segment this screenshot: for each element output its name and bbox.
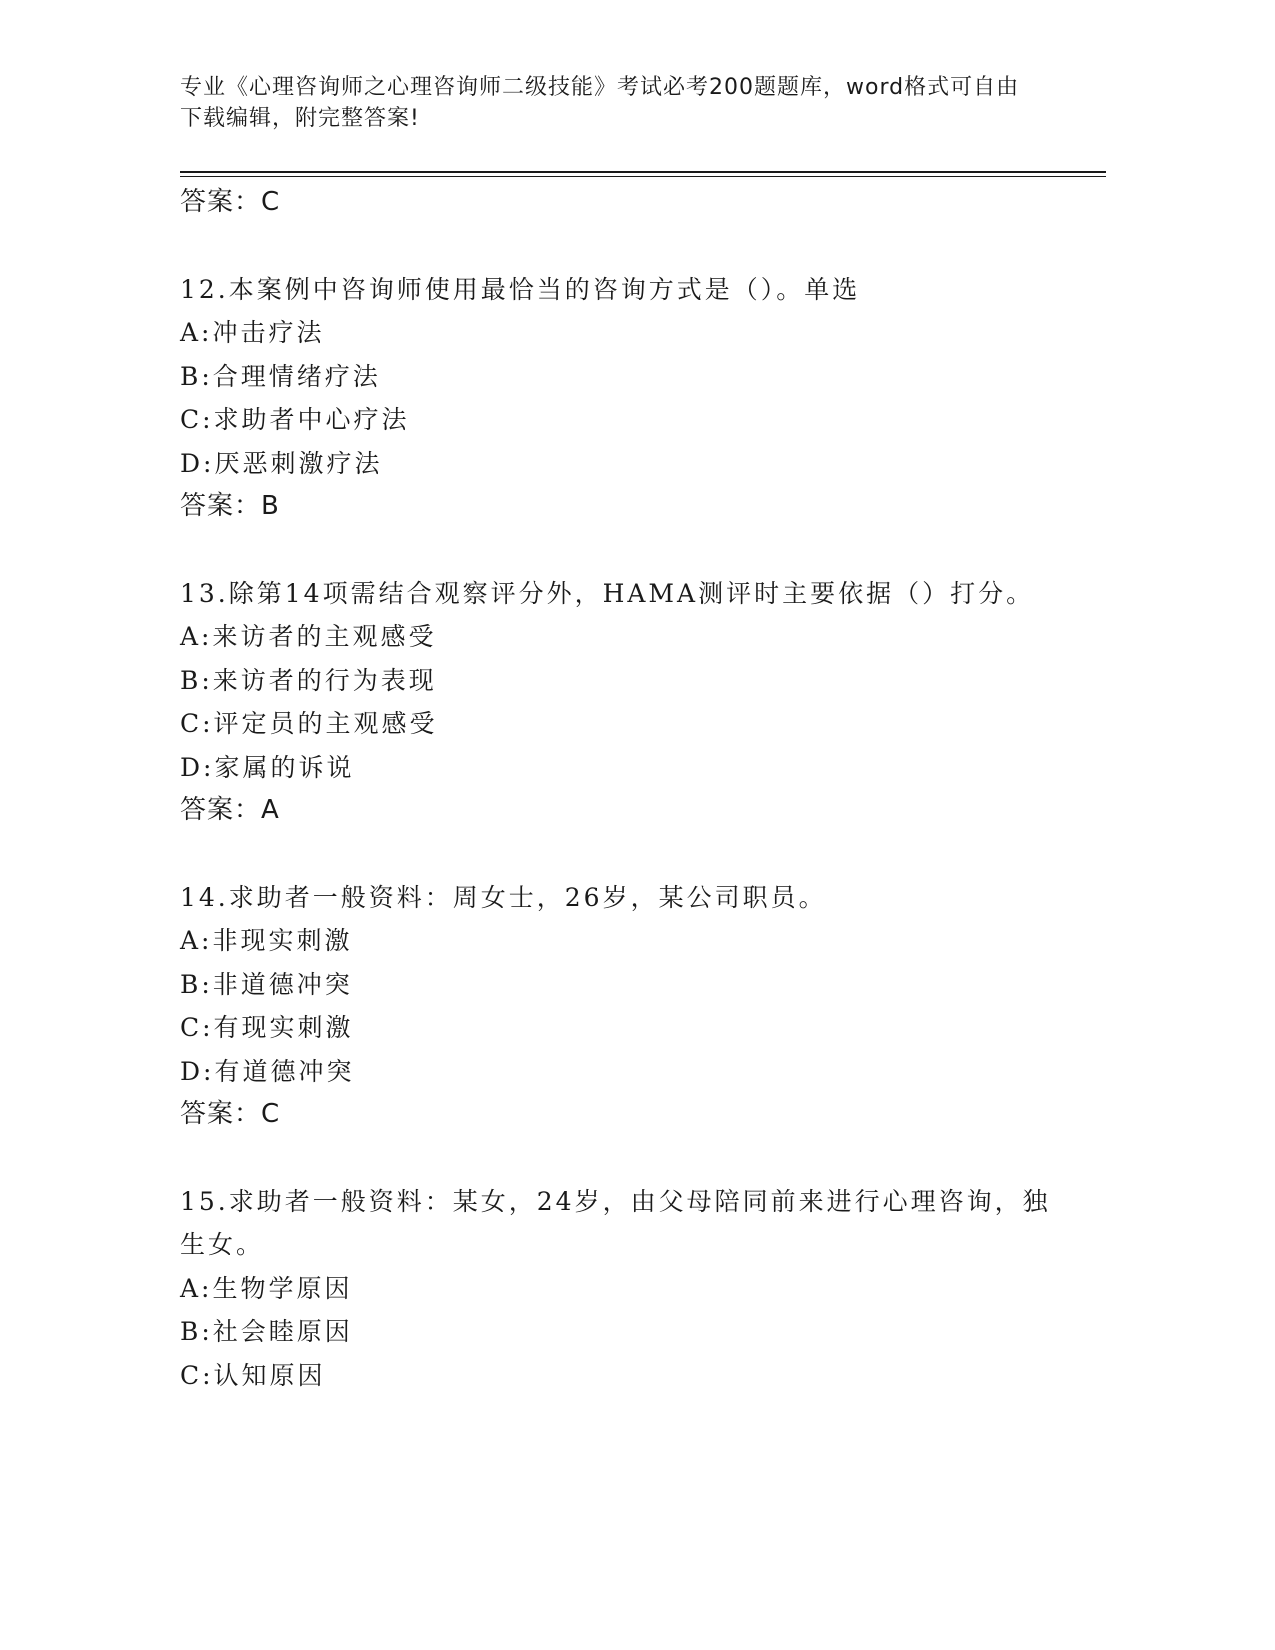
answer-label: 答案：C <box>180 1099 281 1129</box>
question-block <box>180 572 1060 833</box>
option-d: D:有道德冲突 <box>180 1056 355 1086</box>
question-block <box>180 268 1060 529</box>
question-block <box>180 876 1060 1137</box>
answer-label: 答案：C <box>180 187 281 217</box>
option-d: D:厌恶刺激疗法 <box>180 448 383 478</box>
question-block <box>180 1180 1060 1398</box>
answer-label: 答案：A <box>180 795 280 825</box>
option-c: C:认知原因 <box>180 1360 326 1390</box>
option-c: C:求助者中心疗法 <box>180 405 410 434</box>
question-text: 12.本案例中咨询师使用最恰当的咨询方式是（）。单选 <box>180 274 861 304</box>
option-d: D:家属的诉说 <box>180 752 355 782</box>
document-header: 专业《心理咨询师之心理咨询师二级技能》考试必考200题题库，word格式可自由下载编辑，附完整答案! <box>180 75 1020 131</box>
option-b: B:来访者的行为表现 <box>180 665 437 695</box>
option-c: C:有现实刺激 <box>180 1013 354 1042</box>
header-divider-thick <box>180 171 1106 173</box>
option-b: B:非道德冲突 <box>180 969 353 999</box>
header-divider-thin <box>180 176 1106 177</box>
option-a: A:冲击疗法 <box>180 318 325 347</box>
question-text: 14.求助者一般资料：周女士，26岁，某公司职员。 <box>180 882 827 912</box>
question-text: 15.求助者一般资料：某女，24岁，由父母陪同前来进行心理咨询，独生女。 <box>180 1186 1051 1259</box>
option-a: A:非现实刺激 <box>180 926 353 955</box>
question-text: 13.除第14项需结合观察评分外，HAMA测评时主要依据（）打分。 <box>180 578 1035 608</box>
option-c: C:评定员的主观感受 <box>180 709 438 738</box>
option-b: B:合理情绪疗法 <box>180 361 381 391</box>
question-list <box>180 181 1060 1397</box>
option-a: A:生物学原因 <box>180 1273 353 1303</box>
option-a: A:来访者的主观感受 <box>180 622 437 651</box>
option-b: B:社会睦原因 <box>180 1317 353 1346</box>
answer-label: 答案：B <box>180 491 280 521</box>
